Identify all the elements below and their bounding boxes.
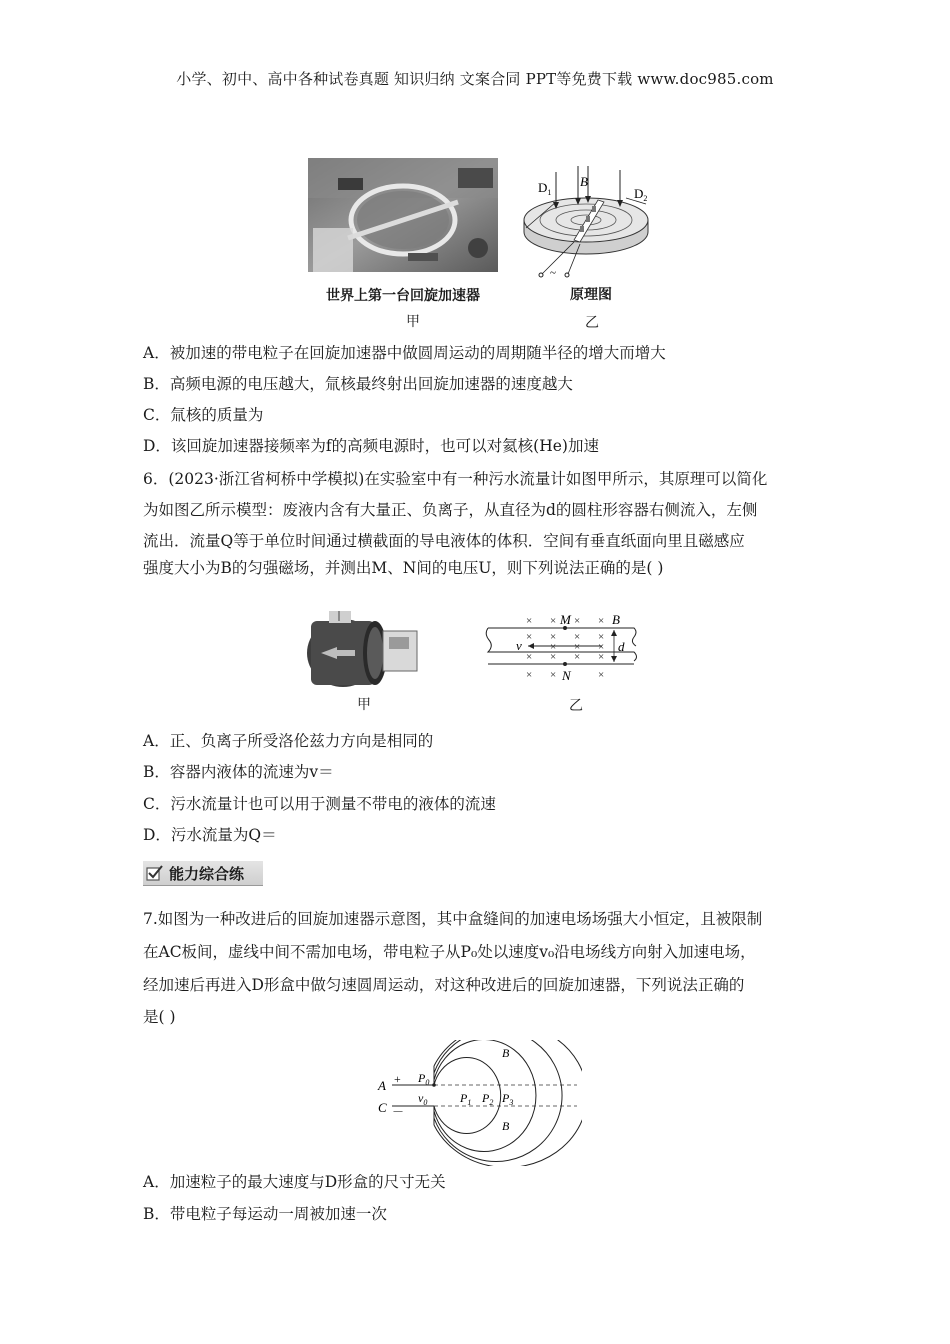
d-label: d — [618, 639, 625, 654]
svg-text:×: × — [550, 615, 557, 627]
svg-text:×: × — [574, 651, 581, 663]
b-label: B — [612, 612, 620, 627]
svg-text:×: × — [550, 641, 557, 653]
svg-text:×: × — [574, 631, 581, 643]
svg-text:×: × — [598, 631, 605, 643]
b-bottom-label: B — [502, 1119, 510, 1133]
photo-caption: 世界上第一台回旋加速器 — [326, 288, 480, 304]
figure6-label-jia: 甲 — [357, 697, 371, 713]
m-label: M — [560, 612, 571, 627]
ac-label: ~ — [550, 267, 556, 278]
svg-text:×: × — [550, 631, 557, 643]
p1-label: $P_1$ — [460, 1091, 472, 1107]
figure6-label-yi: 乙 — [569, 698, 583, 714]
cyclotron-principle-diagram — [516, 162, 656, 278]
q5-option-c: C．氚核的质量为 — [143, 406, 264, 424]
q7-stem-line-3: 经加速后再进入D形盒中做匀速圆周运动，对这种改进后的回旋加速器，下列说法正确的 — [143, 976, 745, 994]
diagram-caption: 原理图 — [570, 287, 612, 303]
v-label: v — [516, 638, 522, 653]
p2-label: $P_2$ — [482, 1091, 494, 1107]
q6-stem-line-2: 为如图乙所示模型：废液内含有大量正、负离子，从直径为d的圆柱形容器右侧流入，左侧 — [143, 501, 758, 519]
d2-label: $D_2$ — [634, 186, 648, 203]
a-plate-label: A — [378, 1078, 386, 1093]
p3-label: $P_3$ — [502, 1091, 514, 1107]
n-label: N — [562, 668, 571, 683]
flowmeter-model-diagram — [484, 610, 646, 686]
c-plate-label: C — [378, 1100, 387, 1115]
flowmeter-photo — [303, 611, 421, 689]
svg-text:×: × — [598, 641, 605, 653]
svg-text:×: × — [526, 651, 533, 663]
minus-sign: － — [392, 1105, 405, 1119]
svg-text:×: × — [598, 651, 605, 663]
q7-option-a: A．加速粒子的最大速度与D形盒的尺寸无关 — [143, 1173, 446, 1191]
svg-text:×: × — [598, 615, 605, 627]
svg-text:×: × — [550, 651, 557, 663]
p0-label: $P_0$ — [418, 1071, 430, 1087]
section-heading — [143, 861, 263, 886]
section-title: 能力综合练 — [169, 865, 245, 883]
q6-option-a: A．正、负离子所受洛伦兹力方向是相同的 — [143, 732, 434, 750]
svg-text:×: × — [550, 669, 557, 681]
svg-text:×: × — [526, 631, 533, 643]
q6-option-b: B．容器内液体的流速为v＝ — [143, 763, 334, 781]
q7-stem-line-4: 是( ) — [143, 1008, 176, 1026]
b-top-label: B — [502, 1046, 510, 1060]
q6-option-c: C．污水流量计也可以用于测量不带电的液体的流速 — [143, 795, 496, 813]
plus-sign: + — [394, 1072, 401, 1086]
q6-stem-line-3: 流出．流量Q等于单位时间通过横截面的导电液体的体积．空间有垂直纸面向里且磁感应 — [143, 532, 745, 550]
svg-text:×: × — [598, 669, 605, 681]
v0-label: $v_0$ — [418, 1091, 428, 1107]
b-label: B — [580, 174, 588, 189]
q7-stem-line-2: 在AC板间，虚线中间不需加电场，带电粒子从P₀处以速度v₀沿电场线方向射入加速电场， — [143, 943, 756, 961]
q5-option-b: B．高频电源的电压越大，氚核最终射出回旋加速器的速度越大 — [143, 375, 573, 393]
q7-stem-line-1: 7.如图为一种改进后的回旋加速器示意图，其中盒缝间的加速电场场强大小恒定，且被限制 — [143, 910, 763, 928]
improved-cyclotron-diagram — [372, 1040, 582, 1166]
q5-option-a: A．被加速的带电粒子在回旋加速器中做圆周运动的周期随半径的增大而增大 — [143, 344, 666, 362]
checkmark-icon — [146, 864, 164, 882]
svg-text:×: × — [526, 615, 533, 627]
cyclotron-photo — [308, 158, 498, 272]
d1-label: $D_1$ — [538, 180, 552, 197]
page-header: 小学、初中、高中各种试卷真题 知识归纳 文案合同 PPT等免费下载 www.doc985.com — [176, 70, 774, 88]
svg-text:×: × — [574, 641, 581, 653]
figure-label-jia: 甲 — [406, 314, 420, 330]
svg-text:×: × — [526, 669, 533, 681]
figure-label-yi: 乙 — [585, 315, 599, 331]
q6-stem-line-1: 6．(2023·浙江省柯桥中学模拟)在实验室中有一种污水流量计如图甲所示，其原理可以简化 — [143, 470, 768, 488]
q6-stem-line-4: 强度大小为B的匀强磁场，并测出M、N间的电压U，则下列说法正确的是( ) — [143, 559, 664, 577]
q7-option-b: B．带电粒子每运动一周被加速一次 — [143, 1205, 387, 1223]
q5-option-d: D．该回旋加速器接频率为f的高频电源时，也可以对氦核(He)加速 — [143, 437, 599, 455]
svg-text:×: × — [574, 615, 581, 627]
q6-option-d: D．污水流量为Q＝ — [143, 826, 277, 844]
